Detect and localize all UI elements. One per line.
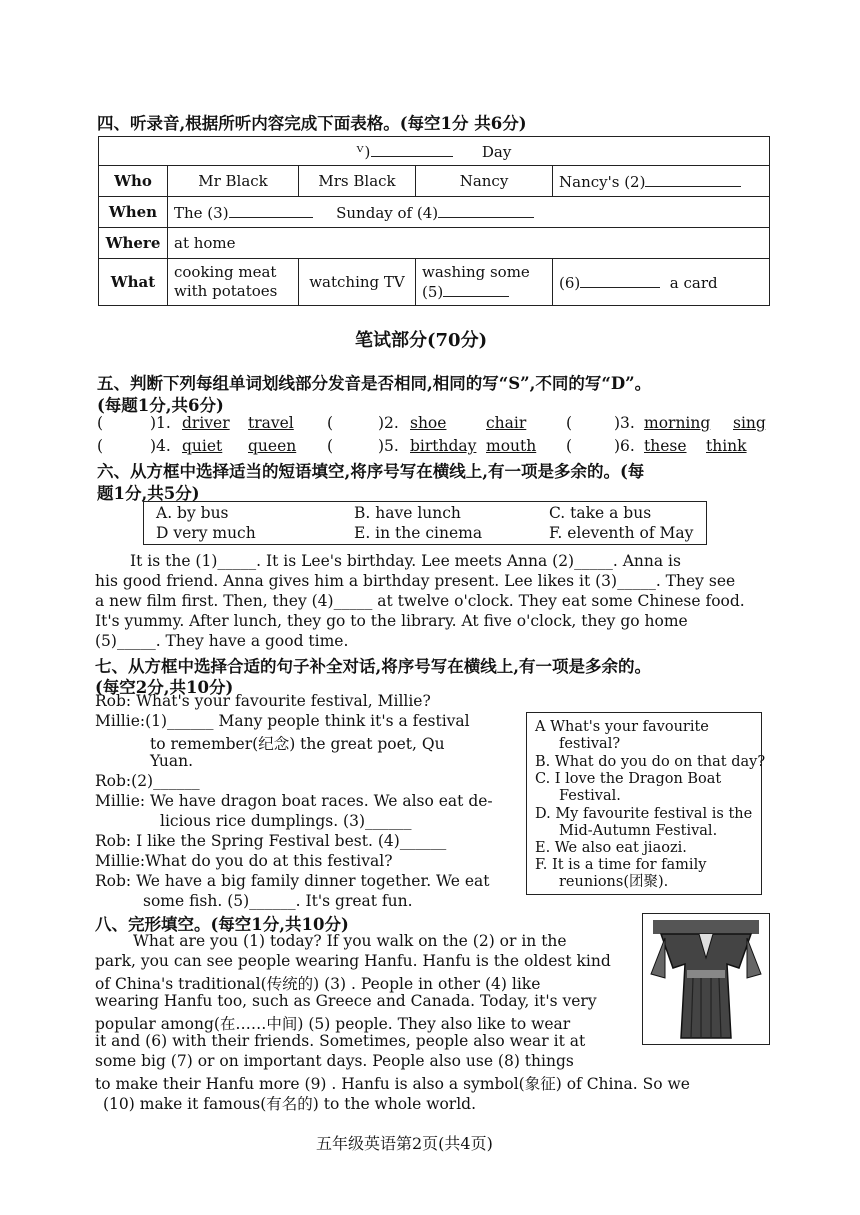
dialog-line: Rob: I like the Spring Festival best. (4)______ — [95, 832, 447, 850]
what-cell-2: watching TV — [299, 259, 416, 306]
section-5-subtitle: (每题1分,共6分) — [97, 396, 224, 415]
dialog-line: Millie:(1)______ Many people think it's a festival — [95, 712, 470, 730]
sentence-options-box: A What's your favourite festival? B. What do you do on that day? C. I love the Dragon Boat Festival. D. My favourite festival is the Mid-Autumn Festival. E. We also eat jiaozi. F. It is a time for family reunions(团聚). — [526, 712, 762, 895]
section-6-title: 六、从方框中选择适当的短语填空,将序号写在横线上,有一项是多余的。(每 — [97, 462, 645, 481]
page-footer: 五年级英语第2页(共4页) — [316, 1134, 493, 1153]
listening-table — [98, 136, 770, 306]
table-header: ⱽ) Day — [99, 137, 770, 166]
who-cell-3: Nancy — [416, 166, 553, 197]
passage-line-4: It's yummy. After lunch, they go to the library. At five o'clock, they go home — [95, 612, 688, 630]
section-6-subtitle: 题1分,共5分) — [97, 484, 200, 503]
passage-line-2: his good friend. Anna gives him a birthday present. Lee likes it (3)_____. They see — [95, 572, 736, 590]
who-cell-4: Nancy's (2) — [553, 166, 770, 197]
who-cell-2: Mrs Black — [299, 166, 416, 197]
passage-line-1: It is the (1)_____. It is Lee's birthday. Lee meets Anna (2)_____. Anna is — [130, 552, 681, 570]
blank-2[interactable] — [645, 172, 741, 187]
passage-line-3: a new film first. Then, they (4)_____ at twelve o'clock. They eat some Chinese food. — [95, 592, 745, 610]
blank-5[interactable] — [443, 282, 509, 297]
dialog-line: Yuan. — [150, 752, 194, 770]
what-cell-4: (6) a card — [553, 259, 770, 306]
dialog-line: to remember(纪念) the great poet, Qu — [150, 735, 445, 753]
what-cell-1: cooking meat with potatoes — [168, 259, 299, 306]
phrase-options-box — [143, 501, 707, 545]
row-label-where: Where — [99, 228, 168, 259]
option-c: C. take a bus — [549, 504, 652, 522]
option-a: A. by bus — [156, 504, 229, 522]
row-label-who: Who — [99, 166, 168, 197]
hanfu-illustration — [642, 913, 770, 1045]
dialog-line: Millie:What do you do at this festival? — [95, 852, 393, 870]
section-8-title: 八、完形填空。(每空1分,共10分) — [95, 915, 349, 934]
dialog-line: licious rice dumplings. (3)______ — [160, 812, 412, 830]
who-cell-1: Mr Black — [168, 166, 299, 197]
option-e: E. in the cinema — [354, 524, 483, 542]
written-part-title: 笔试部分(70分) — [355, 330, 488, 351]
dialog-line: Rob:(2)______ — [95, 772, 200, 790]
dialog-line: some fish. (5)______. It's great fun. — [143, 892, 413, 910]
what-cell-3: washing some (5) — [416, 259, 553, 306]
section-7-title: 七、从方框中选择合适的句子补全对话,将序号写在横线上,有一项是多余的。 — [95, 657, 651, 676]
dialog-line: Rob: We have a big family dinner together. We eat — [95, 872, 490, 890]
blank-4[interactable] — [438, 203, 534, 218]
section-4-title: 四、听录音,根据所听内容完成下面表格。(每空1分 共6分) — [97, 114, 527, 133]
section-5-title: 五、判断下列每组单词划线部分发音是否相同,相同的写“S”,不同的写“D”。 — [97, 374, 652, 393]
row-label-when: When — [99, 197, 168, 228]
passage-line-5: (5)_____. They have a good time. — [95, 632, 349, 650]
when-cell: The (3) Sunday of (4) — [168, 197, 770, 228]
dialog-line: Millie: We have dragon boat races. We also eat de- — [95, 792, 493, 810]
row-label-what: What — [99, 259, 168, 306]
section-7-subtitle: (每空2分,共10分) — [95, 678, 234, 697]
blank-6[interactable] — [580, 273, 660, 288]
option-f: F. eleventh of May — [549, 524, 694, 542]
option-b: B. have lunch — [354, 504, 461, 522]
dialog-line: Rob: What's your favourite festival, Millie? — [95, 692, 431, 710]
blank-3[interactable] — [229, 203, 313, 218]
where-cell: at home — [168, 228, 770, 259]
option-d: D very much — [156, 524, 256, 542]
